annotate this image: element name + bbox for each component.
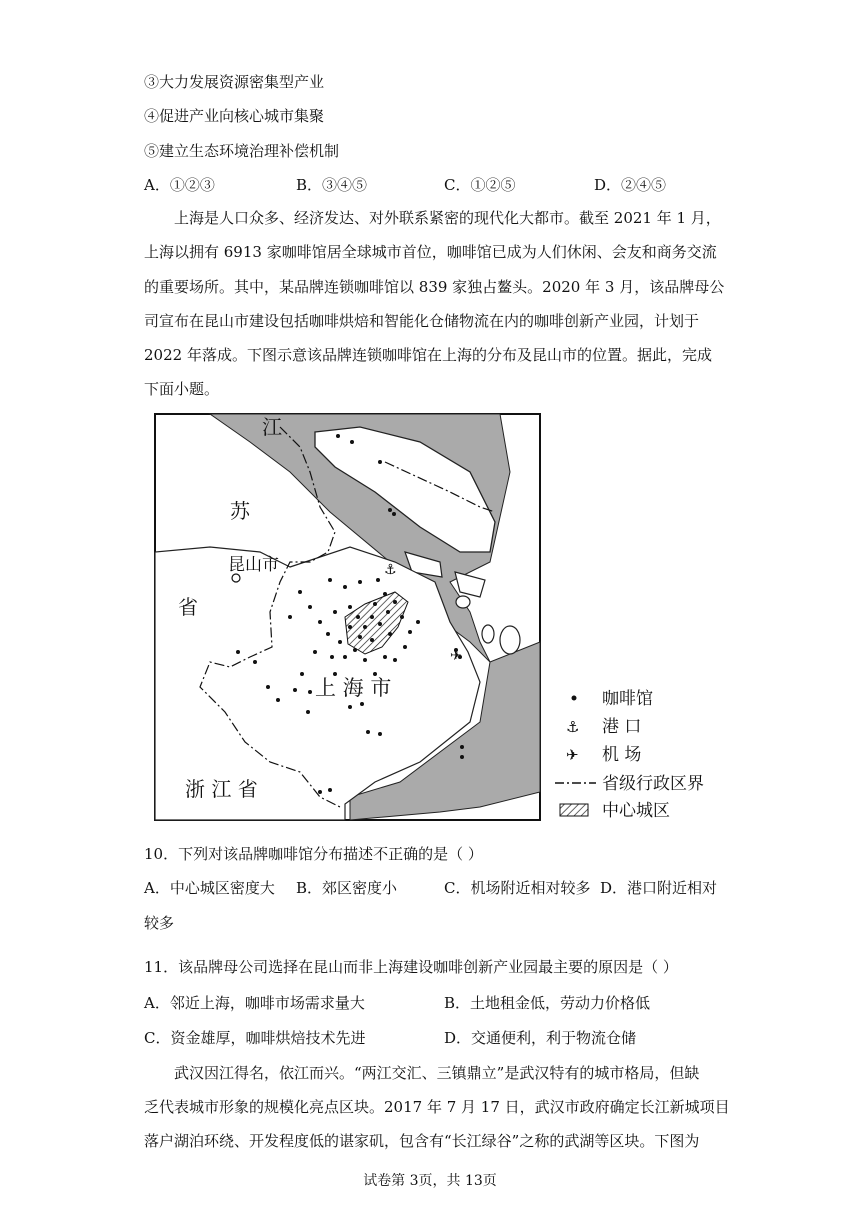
passage1-line: 2022 年落成。下图示意该品牌连锁咖啡馆在上海的分布及昆山市的位置。据此，完成 — [144, 346, 712, 364]
q10-option-b: B．郊区密度小 — [296, 879, 398, 897]
option-item-4: ④促进产业向核心城市集聚 — [144, 107, 325, 125]
legend-anchor-icon: ⚓ — [566, 718, 580, 736]
q10-option-d: D．港口附近相对 — [600, 879, 718, 897]
q9-option-c: C．①②⑤ — [444, 176, 516, 194]
q9-option-d: D．②④⑤ — [594, 176, 667, 194]
kunshan-marker — [232, 574, 240, 582]
map-label-sheng: 省 — [178, 595, 198, 619]
option-item-5: ⑤建立生态环境治理补偿机制 — [144, 142, 340, 160]
page-footer: 试卷第 3页，共 13页 — [363, 1173, 497, 1189]
passage1-line: 司宣布在昆山市建设包括咖啡烘焙和智能化仓储物流在内的咖啡创新产业园，计划于 — [144, 312, 700, 330]
legend-label: 中心城区 — [602, 801, 670, 821]
passage2-line: 乏代表城市形象的规模化亮点区块。2017 年 7 月 17 日，武汉市政府确定长江新城项目 — [144, 1098, 730, 1116]
map-label-kunshan: 昆山市 — [228, 555, 279, 575]
map-label-zhejiang: 浙 江 省 — [185, 777, 258, 801]
q9-option-b: B．③④⑤ — [296, 176, 368, 194]
legend-airplane-icon: ✈ — [566, 746, 579, 764]
map-label-su: 苏 — [230, 499, 250, 523]
legend-cafe-icon — [572, 696, 577, 701]
map-label-jiang: 江 — [262, 415, 282, 439]
map-label-shanghai: 上 海 市 — [315, 676, 392, 700]
island — [456, 596, 470, 608]
option-item-3: ③大力发展资源密集型产业 — [144, 73, 325, 91]
q11-option-d: D．交通便利，利于物流仓储 — [444, 1029, 637, 1047]
q11-option-a: A．邻近上海，咖啡市场需求量大 — [144, 994, 365, 1012]
map-figure — [150, 412, 730, 824]
legend — [555, 689, 704, 821]
airplane-icon: ✈ — [450, 648, 462, 664]
q10-option-d-cont: 较多 — [144, 914, 175, 932]
legend-label: 机 场 — [602, 745, 642, 765]
passage2-line: 武汉因江得名，依江而兴。“两江交汇、三镇鼎立”是武汉特有的城市格局，但缺 — [174, 1064, 700, 1082]
q11-option-b: B．土地租金低，劳动力价格低 — [444, 994, 651, 1012]
q10-option-a: A．中心城区密度大 — [144, 879, 275, 897]
island — [482, 625, 494, 643]
passage1-line: 下面小题。 — [144, 380, 220, 398]
passage1-line: 上海以拥有 6913 家咖啡馆居全球城市首位，咖啡馆已成为人们休闲、会友和商务交流 — [144, 243, 717, 261]
q11-stem: 11．该品牌母公司选择在昆山而非上海建设咖啡创新产业园最主要的原因是（ ） — [144, 958, 678, 976]
legend-label: 港 口 — [602, 717, 642, 737]
q9-option-a: A．①②③ — [144, 176, 215, 194]
q10-option-c: C．机场附近相对较多 — [444, 879, 591, 897]
passage1-line: 上海是人口众多、经济发达、对外联系紧密的现代化大都市。截至 2021 年 1 月， — [174, 209, 721, 227]
legend-label: 咖啡馆 — [602, 689, 653, 709]
island — [500, 626, 520, 654]
passage1-line: 的重要场所。其中，某品牌连锁咖啡馆以 839 家独占鳌头。2020 年 3 月，该品牌母公 — [144, 278, 725, 296]
legend-label: 省级行政区界 — [602, 774, 704, 794]
legend-hatch-icon — [560, 804, 588, 816]
q10-stem: 10．下列对该品牌咖啡馆分布描述不正确的是（ ） — [144, 845, 483, 863]
passage2-line: 落户湖泊环绕、开发程度低的谌家矶，包含有“长江绿谷”之称的武湖等区块。下图为 — [144, 1132, 700, 1150]
q11-option-c: C．资金雄厚，咖啡烘焙技术先进 — [144, 1029, 366, 1047]
anchor-icon: ⚓ — [384, 562, 397, 578]
